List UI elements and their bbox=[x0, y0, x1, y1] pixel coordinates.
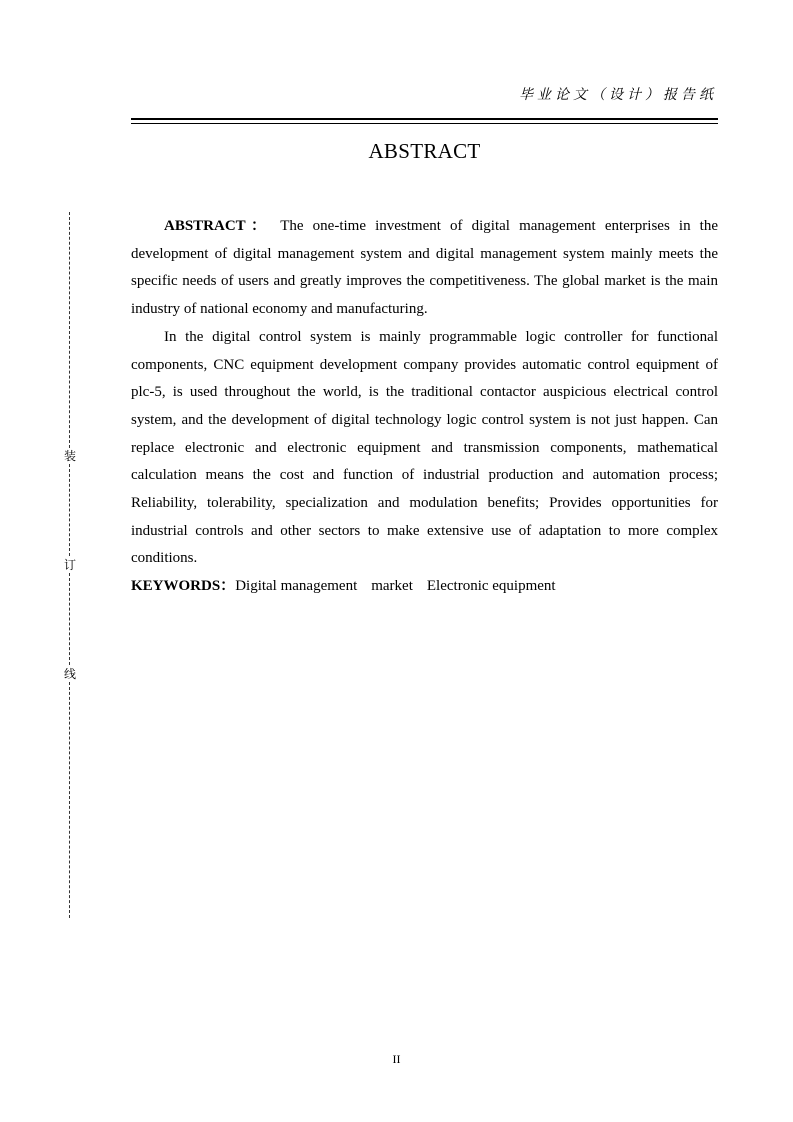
abstract-paragraph-1 bbox=[131, 213, 718, 324]
keywords-label: KEYWORDS： bbox=[131, 578, 236, 595]
abstract-paragraph-2: In the digital control system is mainly programmable logic controller for functional components, CNC equipment development company provides automatic control equipment of plc-5, is used throughout the world, is the traditional contactor auspicious electrical control system, and the development of digital technology logic control system is not just happen. Can replace electronic and electronic equipment and transmission components, mathematical calculation means the cost and function of industrial production and automation process; Reliability, tolerability, specialization and modulation benefits; Provides opportunities for industrial controls and other sectors to make extensive use of adaptation to more complex conditions. bbox=[131, 328, 718, 567]
keywords-line bbox=[131, 573, 718, 601]
binding-dashed-line bbox=[69, 464, 70, 556]
abstract-paragraph-1-text: The one-time investment of digital management enterprises in the development of digital management system and digital management system mainly meets the specific needs of users and greatly improves the competitiveness. The global market is the main industry of national economy and manufacturing. bbox=[131, 218, 718, 318]
keyword-item: market bbox=[371, 578, 413, 595]
binding-char-xian: 线 bbox=[63, 667, 76, 681]
abstract-label: ABSTRACT： bbox=[164, 218, 272, 234]
header-rule-thick bbox=[131, 118, 718, 120]
binding-margin bbox=[63, 212, 77, 918]
binding-dashed-line bbox=[69, 212, 70, 448]
binding-dashed-line bbox=[69, 682, 70, 918]
keyword-item: Digital management bbox=[235, 578, 358, 595]
binding-dashed-line bbox=[69, 573, 70, 665]
binding-char-zhuang: 装 bbox=[63, 449, 76, 463]
binding-char-ding: 订 bbox=[63, 558, 76, 572]
page-number: II bbox=[392, 1052, 401, 1066]
header-rule-thin bbox=[131, 123, 718, 124]
keyword-item: Electronic equipment bbox=[426, 578, 556, 595]
abstract-body bbox=[131, 213, 718, 601]
abstract-heading: ABSTRACT bbox=[368, 139, 481, 163]
report-paper-title: 毕业论文（设计）报告纸 bbox=[519, 87, 717, 103]
